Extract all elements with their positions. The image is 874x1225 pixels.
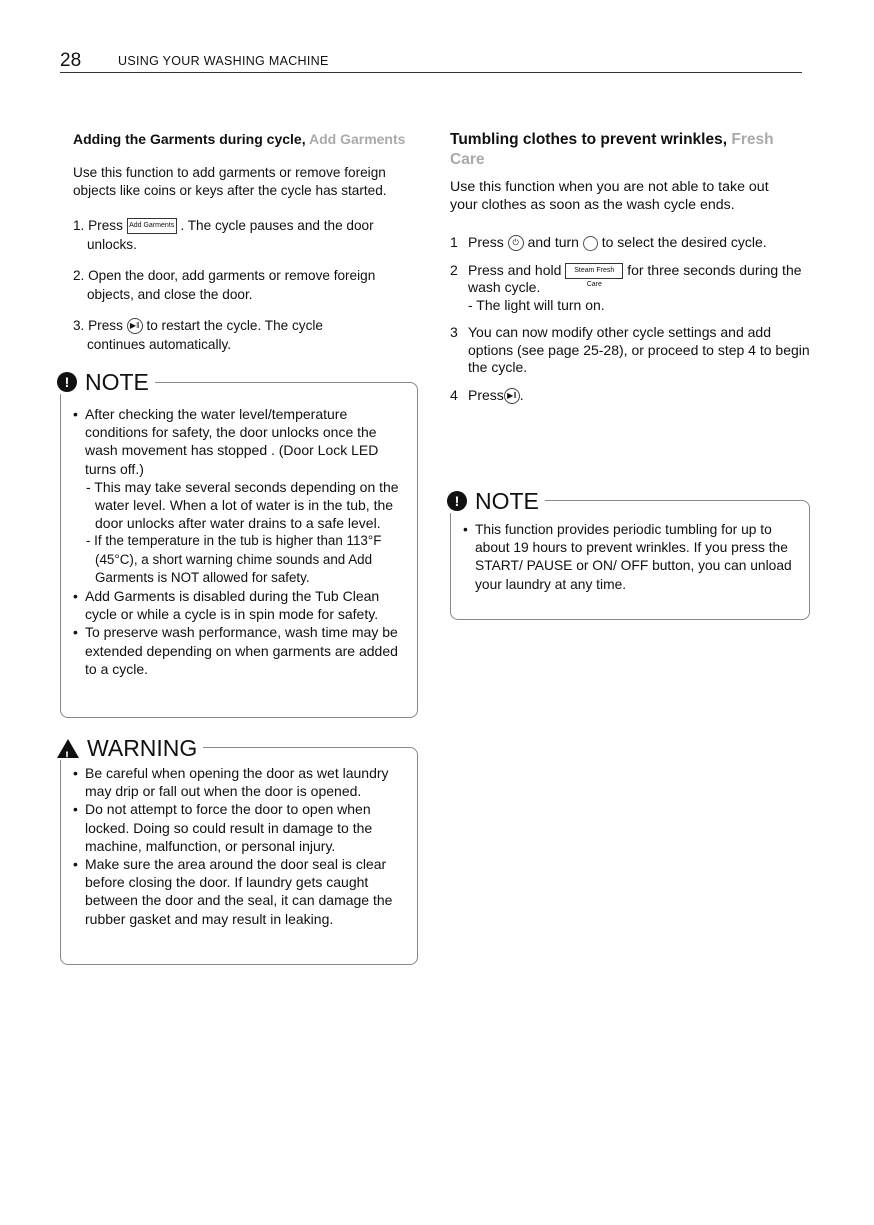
note-icon: ! <box>447 491 467 511</box>
step-3: 3 You can now modify other cycle settings and add options (see page 25-28), or proceed to step 4 to begin the cycle. <box>450 324 810 375</box>
start-pause-icon: ▶‖ <box>127 318 143 334</box>
note-bullet: • This function provides periodic tumbling for up to about 19 hours to prevent wrinkles. If you press the START/ PAUSE or ON/ OFF button, you can unload your laundry at any time. <box>463 521 801 594</box>
note-subitem: - This may take several seconds depending on the water level. When a lot of water is in the tub, the door unlocks after water drains to a safe level. <box>86 478 399 532</box>
step-1: 1. Press Add Garments . The cycle pauses and the door unlocks. <box>73 218 374 252</box>
add-garments-section <box>73 130 423 366</box>
page-number: 28 <box>60 50 82 71</box>
page-header <box>60 50 802 73</box>
intro-text: Use this function to add garments or remove foreign objects like coins or keys after the cycle has started. <box>73 165 387 198</box>
warning-icon: ! <box>57 739 79 758</box>
note-bullet: • To preserve wash performance, wash time may be extended depending on when garments are added to a cycle. <box>73 623 409 678</box>
step-1: 1 Press ⏻ and turn to select the desired cycle. <box>450 234 767 250</box>
section-heading: Tumbling clothes to prevent wrinkles, Fresh Care <box>450 131 774 168</box>
warning-box <box>60 735 418 965</box>
add-garments-button-icon: Add Garments <box>127 218 177 234</box>
intro-text: Use this function when you are not able to take out your clothes as soon as the wash cycle ends. <box>450 179 769 213</box>
fresh-care-section <box>450 130 810 414</box>
note-box-left <box>60 369 418 718</box>
step-3: 3. Press ▶‖ to restart the cycle. The cycle continues automatically. <box>73 318 323 352</box>
note-icon: ! <box>57 372 77 392</box>
step-4: 4 Press ▶‖ . <box>450 386 524 403</box>
header-title: USING YOUR WASHING MACHINE <box>118 54 329 68</box>
warning-title: ! WARNING <box>57 736 203 760</box>
start-pause-icon: ▶‖ <box>504 388 520 404</box>
warning-bullet: • Be careful when opening the door as wet laundry may drip or fall out when the door is opened. <box>73 764 409 800</box>
note-subitem: - If the temperature in the tub is higher than 113°F (45°C), a short warning chime sounds and Add Garments is NOT allowed for safety. <box>86 533 382 585</box>
note-box-right <box>450 488 810 620</box>
note-title: ! NOTE <box>57 370 155 394</box>
cycle-dial-icon <box>583 236 598 251</box>
step-2: 2. Open the door, add garments or remove foreign objects, and close the door. <box>73 268 376 302</box>
step-2: 2 Press and hold Steam Fresh Care for three seconds during the wash cycle. - The light will turn on. <box>450 261 802 313</box>
note-title: ! NOTE <box>447 489 545 513</box>
power-icon: ⏻ <box>508 235 524 251</box>
warning-bullet: • Make sure the area around the door seal is clear before closing the door. If laundry gets caught between the door and the seal, it can damage the rubber gasket and may result in leaking. <box>73 855 409 928</box>
steam-fresh-care-button-icon: Steam Fresh Care <box>565 263 623 279</box>
section-heading: Adding the Garments during cycle, Add Garments <box>73 131 406 147</box>
note-bullet: • Add Garments is disabled during the Tub Clean cycle or while a cycle is in spin mode for safety. <box>73 587 409 623</box>
warning-bullet: • Do not attempt to force the door to open when locked. Doing so could result in damage to the machine, malfunction, or personal injury. <box>73 800 409 855</box>
note-bullet: • After checking the water level/temperature conditions for safety, the door unlocks once the wash movement has stopped . (Door Lock LED turns off.) <box>73 405 409 478</box>
